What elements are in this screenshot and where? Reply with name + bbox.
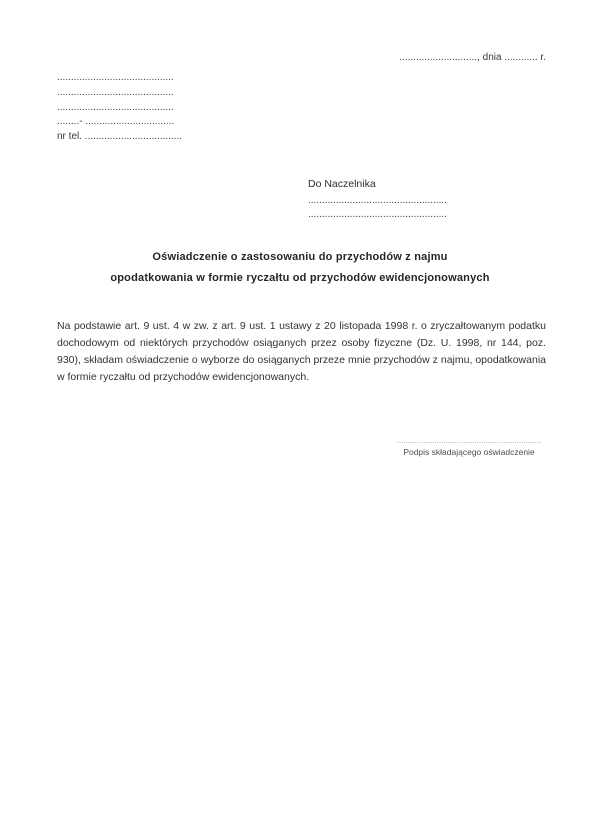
date-blank-line: ............................, dnia ............ r. [399,52,546,63]
sender-phone-line [57,130,182,145]
addressee-blank-line-1: .................................................. [308,194,447,206]
phone-label: nr tel. [57,131,83,143]
declaration-paragraph: Na podstawie art. 9 ust. 4 w zw. z art. 9 ust. 1 ustawy z 20 listopada 1998 r. o zryczałtowanym podatku dochodowym od niektórych przychodów osiąganych przez osoby fizyczne (Dz. U. 1998, nr 144, poz. 930), składam oświadczenie o wyborze do osiąganych przeze mnie przychodów z najmu, opodatkowania w formie ryczałtu od przychodów ewidencjonowanych. [57,320,546,383]
document-title [0,247,600,289]
signature-caption: Podpis składającego oświadczenie [403,447,535,457]
sender-blank-line-3: .......................................... [57,101,174,113]
phone-blank-dots: ................................... [84,131,183,143]
sender-blank-line-1: .......................................... [57,72,174,83]
addressee-blank-line-2: .................................................. [308,209,447,220]
signature-block [390,436,548,457]
sender-block [57,71,182,145]
addressee-block [308,177,447,223]
document-title-line-2: opodatkowania w formie ryczałtu od przychodów ewidencjonowanych [110,272,490,284]
document-title-line-1: Oświadczenie o zastosowaniu do przychodów z najmu [152,251,448,263]
sender-postal-blank-line: ........- ................................ [57,116,175,128]
addressee-heading: Do Naczelnika [308,178,376,190]
sender-blank-line-2: .......................................... [57,86,174,98]
signature-blank-line: ................................................................. [396,436,542,445]
